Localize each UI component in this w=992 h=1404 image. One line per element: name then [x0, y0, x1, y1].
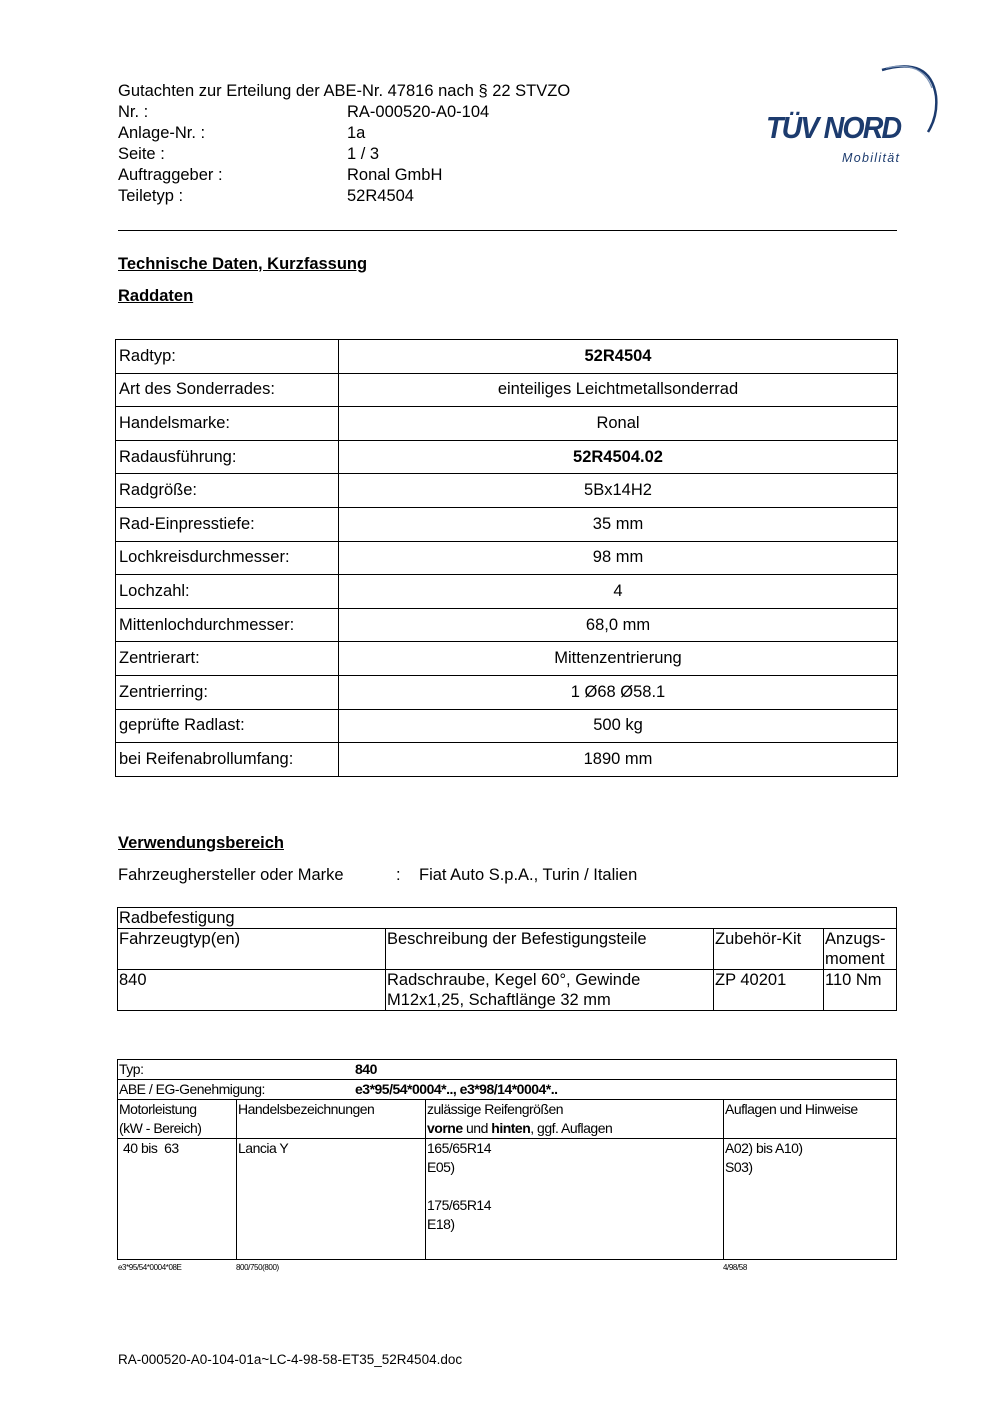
header-text: , ggf. Auflagen — [530, 1120, 613, 1136]
header-line — [427, 1119, 722, 1138]
table-row — [116, 608, 898, 642]
row-label: Radausführung: — [116, 440, 339, 474]
table-header-row — [118, 1100, 897, 1139]
typ-value: 840 — [355, 1061, 377, 1077]
header-label: Seite : — [118, 145, 165, 163]
header-bold: hinten — [491, 1120, 531, 1136]
row-value: 1 Ø68 Ø58.1 — [339, 675, 898, 709]
row-label: bei Reifenabrollumfang: — [116, 743, 339, 777]
header-label: Auftraggeber : — [118, 166, 223, 184]
row-label: Radtyp: — [116, 340, 339, 374]
header-row-nr — [118, 102, 570, 123]
table-row — [118, 1139, 897, 1260]
column-header-auflagen: Auflagen und Hinweise — [724, 1100, 897, 1139]
header-value: RA-000520-A0-104 — [347, 103, 490, 121]
beschreibung-line: M12x1,25, Schaftlänge 32 mm — [387, 991, 611, 1009]
beschreibung-line: Radschraube, Kegel 60°, Gewinde — [387, 971, 641, 989]
reifen-line — [427, 1177, 722, 1196]
abe-cell — [118, 1080, 897, 1100]
row-value: Ronal — [339, 407, 898, 441]
fahrzeughersteller-line — [118, 866, 637, 885]
column-header-reifen — [426, 1100, 724, 1139]
table-row — [116, 575, 898, 609]
radbefestigung-title: Radbefestigung — [118, 908, 897, 929]
header-value: 1 / 3 — [347, 145, 380, 163]
reifen-line: E05) — [427, 1159, 455, 1175]
table-row — [116, 407, 898, 441]
header-value: 1a — [347, 124, 366, 142]
row-label: Mittenlochdurchmesser: — [116, 608, 339, 642]
table-row — [116, 474, 898, 508]
row-value: 500 kg — [339, 709, 898, 743]
table-title-row — [118, 908, 897, 929]
row-value: 5Bx14H2 — [339, 474, 898, 508]
column-header-handel: Handelsbezeichnungen — [237, 1100, 426, 1139]
table-row — [116, 642, 898, 676]
row-label: Zentrierart: — [116, 642, 339, 676]
table-row — [116, 541, 898, 575]
section-title-raddaten: Raddaten — [118, 287, 194, 305]
header-row-teiletyp — [118, 186, 570, 207]
cell-kit: ZP 40201 — [714, 970, 824, 1011]
table-row — [116, 675, 898, 709]
row-value: 4 — [339, 575, 898, 609]
abe-row — [118, 1080, 897, 1100]
header-row-auftraggeber — [118, 165, 570, 186]
radbefestigung-table — [117, 907, 897, 1011]
typ-table — [117, 1059, 897, 1260]
row-value: 52R4504.02 — [339, 440, 898, 474]
raddaten-table — [115, 339, 898, 777]
row-value: 1890 mm — [339, 743, 898, 777]
reifen-line: 175/65R14 — [427, 1197, 492, 1213]
cell-handelsbezeichnung: Lancia Y — [237, 1139, 426, 1260]
header-line: zulässige Reifengrößen — [427, 1101, 564, 1117]
reifen-line: 165/65R14 — [427, 1140, 492, 1156]
cell-moment: 110 Nm — [824, 970, 897, 1011]
header-label: Anlage-Nr. : — [118, 124, 206, 142]
hersteller-value: Fiat Auto S.p.A., Turin / Italien — [419, 866, 638, 884]
logo-subtitle: Mobilität — [842, 151, 901, 165]
header-text: Anzugs-moment — [825, 930, 886, 968]
row-label: Zentrierring: — [116, 675, 339, 709]
header-title: Gutachten zur Erteilung der ABE-Nr. 47816 nach § 22 STVZO — [118, 82, 571, 100]
cell-auflagen — [724, 1139, 897, 1260]
footnote-left: e3*95/54*0004*08E — [118, 1263, 182, 1272]
hersteller-separator: : — [396, 866, 401, 884]
section-title-verwendungsbereich: Verwendungsbereich — [118, 834, 284, 852]
header-label: Teiletyp : — [118, 187, 184, 205]
column-header: Fahrzeugtyp(en) — [118, 929, 386, 970]
table-header-row — [118, 929, 897, 970]
auflagen-line: A02) bis A10) — [725, 1140, 803, 1156]
auflagen-line: S03) — [725, 1159, 753, 1175]
row-label: Art des Sonderrades: — [116, 373, 339, 407]
row-label: Rad-Einpresstiefe: — [116, 507, 339, 541]
table-row — [116, 709, 898, 743]
cell-reifen — [426, 1139, 724, 1260]
section-title-technische-daten: Technische Daten, Kurzfassung — [118, 255, 368, 273]
row-label: Handelsmarke: — [116, 407, 339, 441]
row-value: 35 mm — [339, 507, 898, 541]
row-value: einteiliges Leichtmetallsonderrad — [339, 373, 898, 407]
row-value: 98 mm — [339, 541, 898, 575]
footnote-right: 4/98/58 — [723, 1263, 747, 1272]
header-value: Ronal GmbH — [347, 166, 443, 184]
tuev-nord-logo — [762, 58, 946, 170]
row-label: Lochkreisdurchmesser: — [116, 541, 339, 575]
table-row — [116, 373, 898, 407]
row-value: Mittenzentrierung — [339, 642, 898, 676]
header-row-anlage — [118, 123, 570, 144]
column-header: Beschreibung der Befestigungsteile — [386, 929, 714, 970]
motor-value: 40 bis 63 — [123, 1140, 179, 1156]
row-label: Lochzahl: — [116, 575, 339, 609]
row-value: 68,0 mm — [339, 608, 898, 642]
header-line: Motorleistung — [119, 1101, 197, 1117]
row-label: Radgröße: — [116, 474, 339, 508]
abe-value: e3*95/54*0004*.., e3*98/14*0004*.. — [355, 1081, 558, 1097]
table-row — [118, 970, 897, 1011]
header-bold: vorne — [427, 1120, 463, 1136]
cell-fahrzeugtyp: 840 — [118, 970, 386, 1011]
row-label: geprüfte Radlast: — [116, 709, 339, 743]
header-line: (kW - Bereich) — [119, 1120, 202, 1136]
table-row — [116, 743, 898, 777]
typ-cell — [118, 1060, 897, 1080]
logo-brand: TÜV NORD — [766, 110, 901, 145]
cell-beschreibung — [386, 970, 714, 1011]
reifen-line: E18) — [427, 1216, 455, 1232]
column-header: Zubehör-Kit — [714, 929, 824, 970]
table-row — [116, 340, 898, 374]
header-label: Nr. : — [118, 103, 149, 121]
column-header-motor — [118, 1100, 237, 1139]
row-value: 52R4504 — [339, 340, 898, 374]
table-row — [116, 507, 898, 541]
header-value: 52R4504 — [347, 187, 414, 205]
typ-label: Typ: — [119, 1061, 144, 1077]
header-divider — [118, 230, 897, 231]
hersteller-label: Fahrzeughersteller oder Marke — [118, 866, 344, 884]
header-row-seite — [118, 144, 570, 165]
table-row — [116, 440, 898, 474]
column-header — [824, 929, 897, 970]
document-filename: RA-000520-A0-104-01a~LC-4-98-58-ET35_52R4504.doc — [118, 1352, 463, 1367]
cell-motorleistung — [118, 1139, 237, 1260]
header-text: und — [462, 1120, 492, 1136]
typ-row — [118, 1060, 897, 1080]
abe-label: ABE / EG-Genehmigung: — [119, 1081, 265, 1097]
footnote-mid: 800/750(800) — [236, 1263, 279, 1272]
document-header — [118, 81, 570, 207]
